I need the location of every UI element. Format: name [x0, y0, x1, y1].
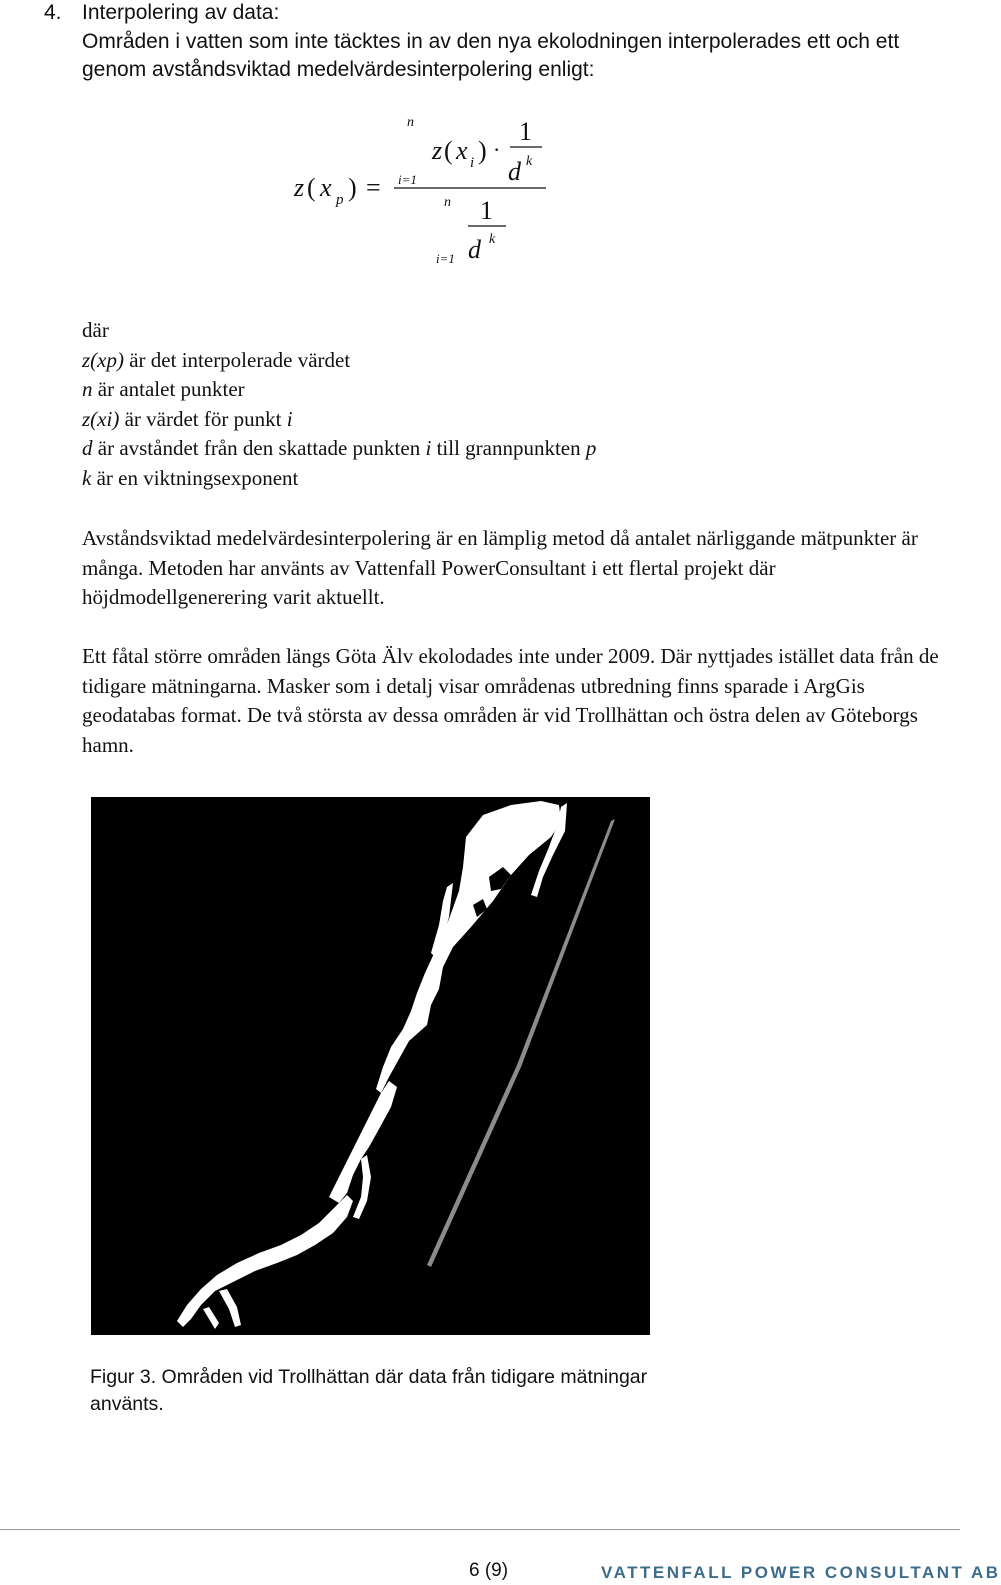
- formula-lhs-paren-open: (: [307, 173, 316, 202]
- definition-item: [82, 405, 596, 435]
- formula-den-sum-upper: n: [444, 195, 451, 210]
- definitions-list: [82, 316, 596, 493]
- formula-equals: =: [366, 173, 381, 202]
- section-number: 4.: [44, 1, 62, 24]
- trollhattan-mask-map: [91, 797, 650, 1335]
- formula-num-one: 1: [519, 117, 532, 146]
- formula-num-z: z: [432, 136, 443, 165]
- formula-sum-lower: i=1: [398, 172, 417, 187]
- idw-formula: [290, 112, 560, 272]
- formula-num-paren-close: ): [478, 136, 487, 165]
- footer-divider: [0, 1529, 960, 1530]
- figure-caption: Figur 3. Områden vid Trollhättan där data från tidigare mätningar använts.: [90, 1366, 648, 1415]
- definition-text: är en viktningsexponent: [91, 465, 299, 490]
- formula-dot: ·: [493, 137, 501, 162]
- formula-lhs-sub: p: [336, 192, 344, 208]
- definition-item: [82, 464, 596, 494]
- formula-den-one: 1: [480, 196, 493, 225]
- definition-text: är värdet för punkt: [119, 406, 287, 431]
- definition-text: är antalet punkter: [92, 377, 245, 401]
- definition-text: är avståndet från den skattade punkten: [92, 436, 426, 460]
- formula-den-k: k: [489, 232, 496, 247]
- formula-lhs: [293, 173, 381, 208]
- page-number: 6 (9): [469, 1560, 509, 1581]
- formula-num-x: x: [456, 136, 468, 165]
- formula-num-k: k: [526, 154, 533, 169]
- definition-text-continued: till grannpunkten: [431, 436, 586, 460]
- formula-denominator: [436, 195, 506, 266]
- formula-num-sub: i: [470, 155, 475, 171]
- definition-symbol: z(xi): [82, 406, 120, 431]
- definition-variable: i: [286, 406, 293, 431]
- definition-item: [82, 346, 596, 376]
- formula-sum-upper: n: [407, 115, 414, 130]
- paragraph-areas: Ett fåtal större områden längs Göta Älv ekolodades inte under 2009. Där nyttjades istället data från de tidigare mätningarna. Masker som i detalj visar områdenas utbredning finns sparade i ArgGis geodatabas format. De två största av dessa områden är vid Trollhättan och östra delen av Göteborgs hamn.: [82, 644, 939, 757]
- section-heading: [44, 0, 279, 26]
- definitions-intro: där: [82, 318, 109, 342]
- definition-symbol: z(xp): [82, 347, 124, 372]
- definition-symbol: n: [82, 377, 93, 401]
- definition-variable: p: [585, 436, 597, 460]
- formula-num-paren-open: (: [444, 136, 453, 165]
- definition-variable: i: [425, 436, 432, 460]
- section-intro: Områden i vatten som inte täcktes in av den nya ekolodningen interpolerades ett och ett genom avståndsviktad medelvärdesinterpolering enligt:: [82, 30, 900, 81]
- formula-den-d: d: [468, 235, 481, 264]
- definition-item: [82, 375, 596, 405]
- definition-symbol: d: [82, 436, 93, 460]
- definition-symbol: k: [82, 465, 92, 490]
- paragraph-method: Avståndsviktad medelvärdesinterpolering är en lämplig metod då antalet närliggande mätpunkter är många. Metoden har använts av Vattenfall PowerConsultant i ett flertal projekt där höjdmodellgenerering varit aktuellt.: [82, 526, 918, 609]
- formula-lhs-z: z: [294, 173, 305, 202]
- formula-lhs-x: x: [320, 173, 332, 202]
- section-title: Interpolering av data:: [82, 1, 280, 24]
- company-brand: VATTENFALL POWER CONSULTANT AB: [601, 1563, 1001, 1582]
- formula-num-d: d: [508, 157, 521, 186]
- formula-lhs-paren-close: ): [348, 173, 357, 202]
- figure-mask-image: [91, 797, 650, 1335]
- formula-numerator: [398, 115, 542, 187]
- definition-item: [82, 434, 596, 464]
- formula-den-sum-lower: i=1: [436, 251, 455, 266]
- definition-text: är det interpolerade värdet: [123, 347, 351, 372]
